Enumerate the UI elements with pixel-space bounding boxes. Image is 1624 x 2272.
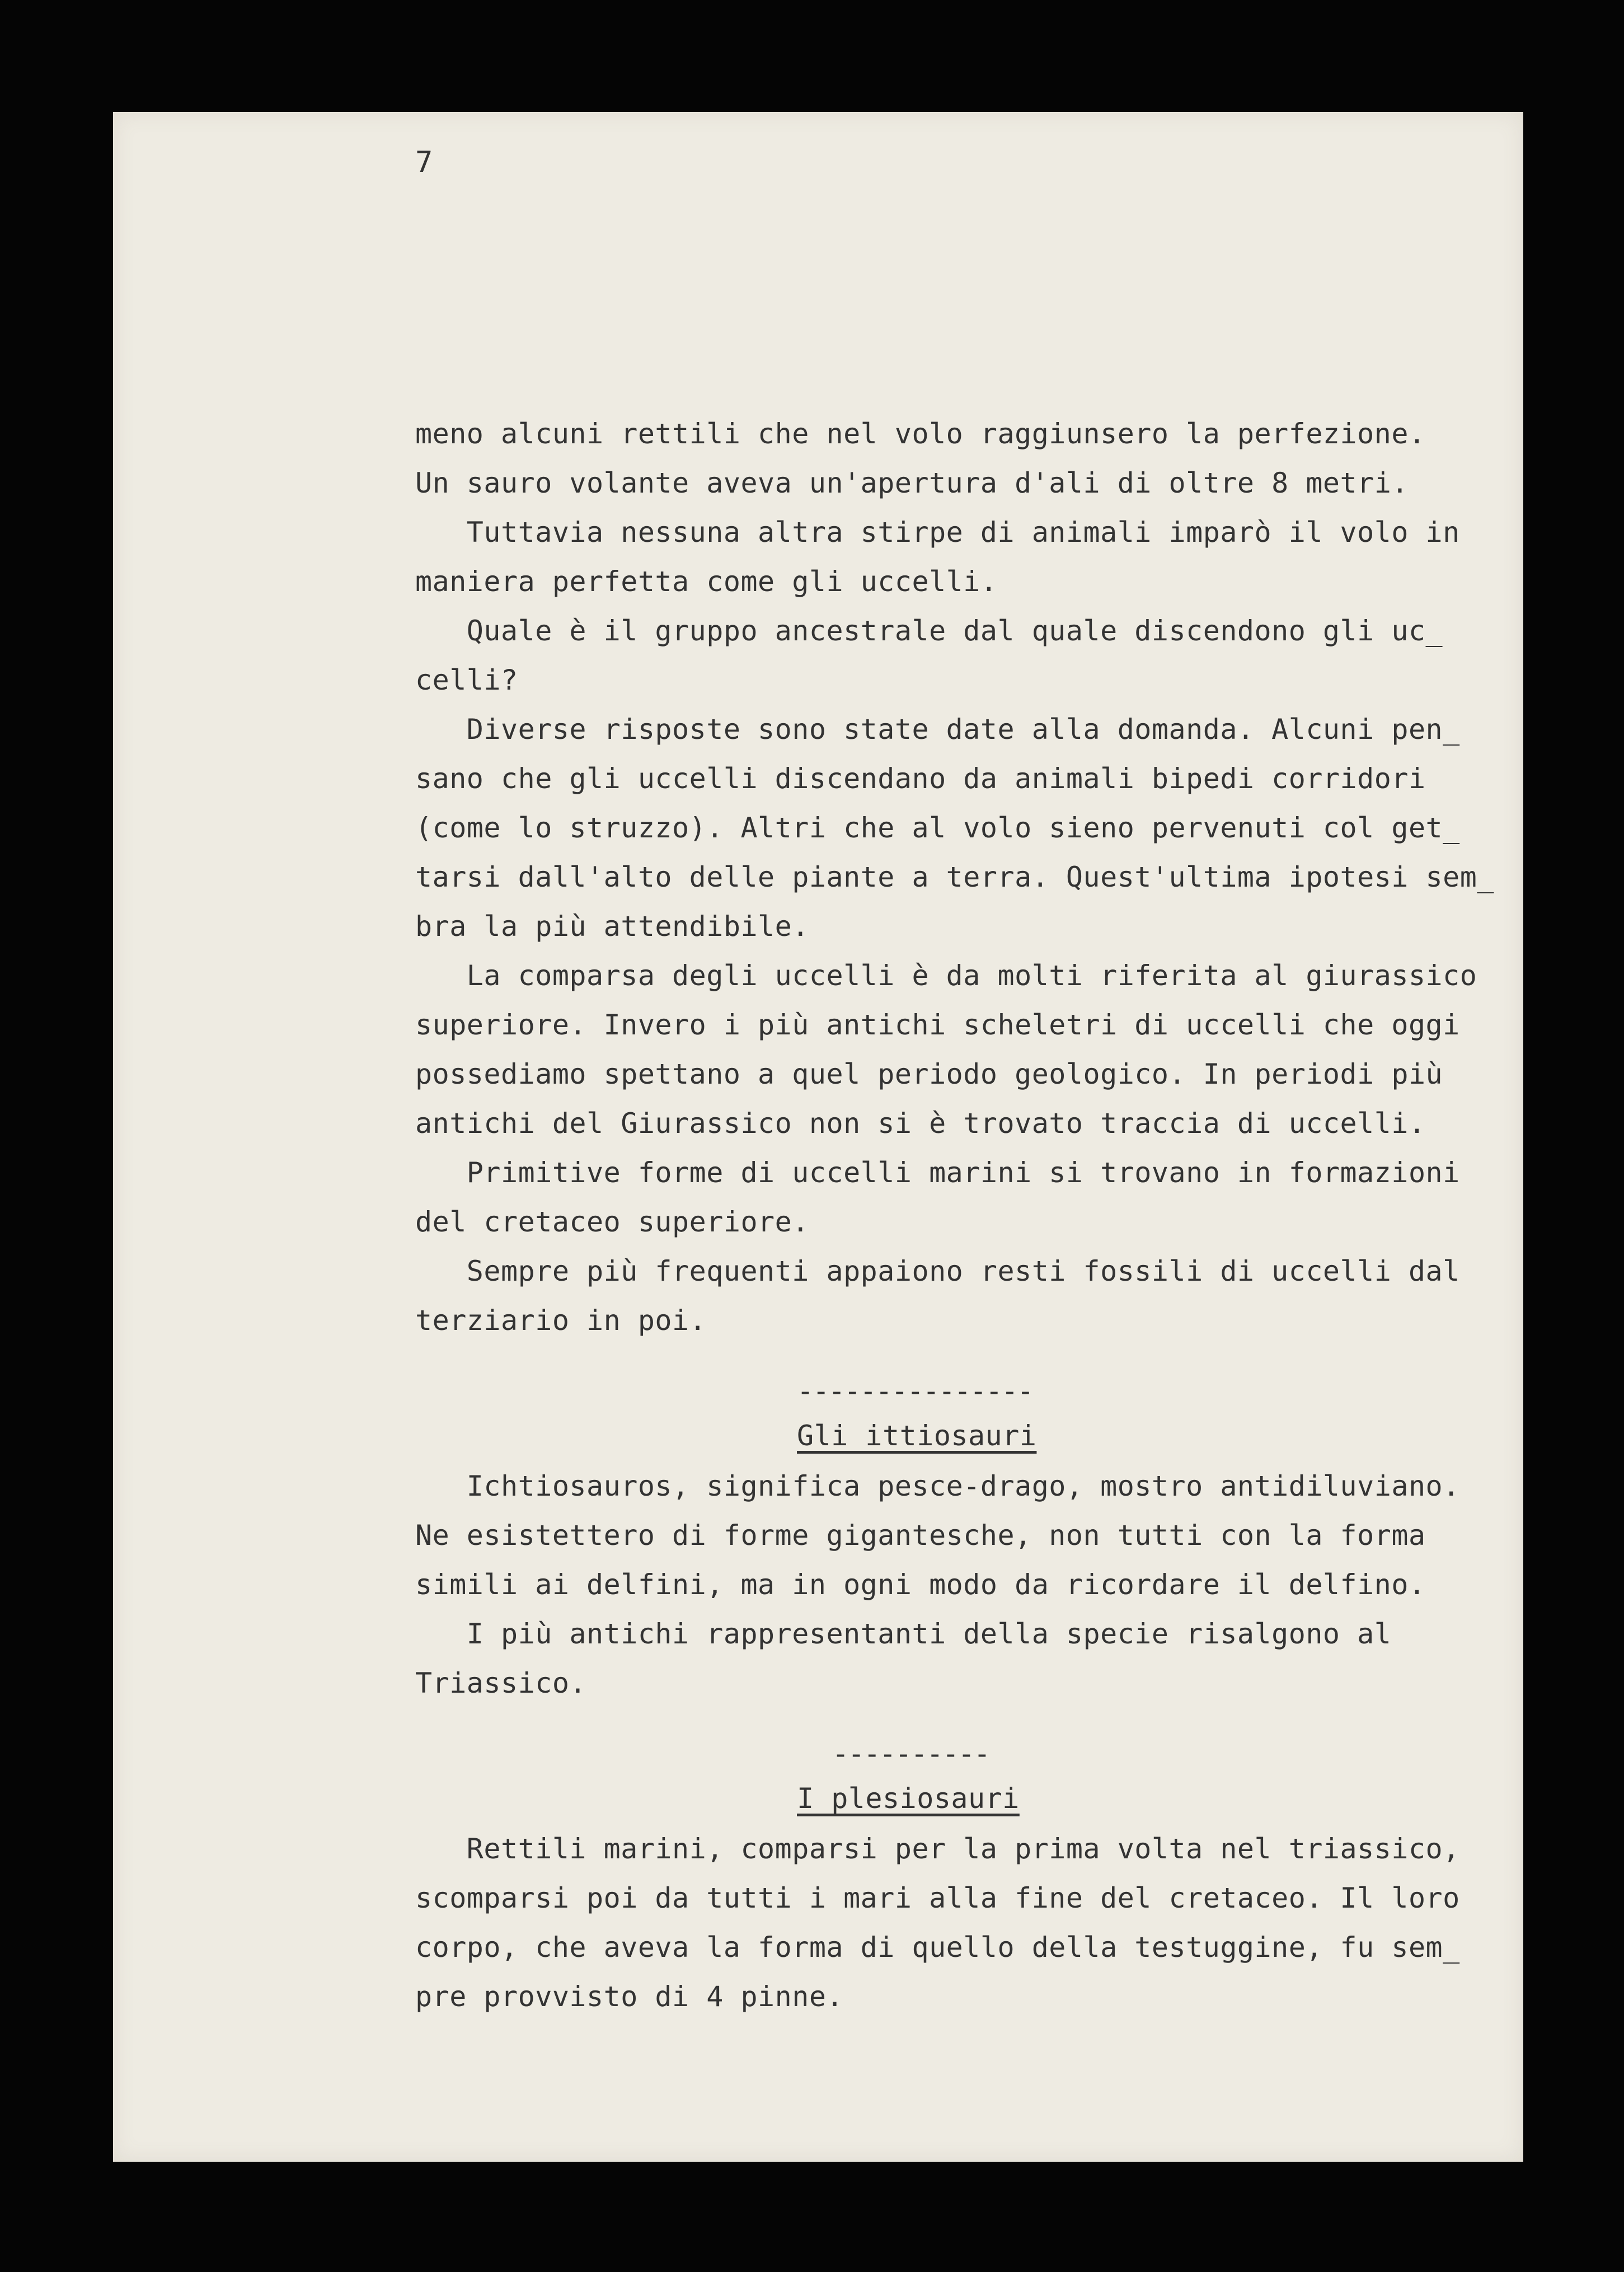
- text-line: maniera perfetta come gli uccelli.: [415, 565, 998, 598]
- section-heading-ittiosauri: Gli ittiosauri: [797, 1420, 1037, 1452]
- text-line: Un sauro volante aveva un'apertura d'ali di oltre 8 metri.: [415, 467, 1409, 499]
- text-line: Sempre più frequenti appaiono resti fossili di uccelli dal: [415, 1255, 1460, 1287]
- text-line: meno alcuni rettili che nel volo raggiunsero la perfezione.: [415, 418, 1426, 450]
- text-line: Ne esistettero di forme gigantesche, non tutti con la forma: [415, 1519, 1426, 1552]
- text-line: sano che gli uccelli discendano da animali bipedi corridori: [415, 762, 1426, 795]
- text-line: corpo, che aveva la forma di quello della testuggine, fu sem_: [415, 1931, 1460, 1964]
- text-line: simili ai delfini, ma in ogni modo da ricordare il delfino.: [415, 1568, 1426, 1601]
- text-line: tarsi dall'alto delle piante a terra. Quest'ultima ipotesi sem_: [415, 861, 1494, 893]
- text-line: Primitive forme di uccelli marini si trovano in formazioni: [415, 1156, 1460, 1189]
- text-line: bra la più attendibile.: [415, 910, 809, 943]
- text-line: Tuttavia nessuna altra stirpe di animali imparò il volo in: [415, 516, 1460, 549]
- text-line: Triassico.: [415, 1667, 587, 1699]
- text-line: del cretaceo superiore.: [415, 1206, 809, 1238]
- text-line: scomparsi poi da tutti i mari alla fine del cretaceo. Il loro: [415, 1882, 1460, 1914]
- typewritten-page: [113, 112, 1523, 2162]
- text-line: (come lo struzzo). Altri che al volo sieno pervenuti col get_: [415, 812, 1460, 844]
- section-separator: ----------: [832, 1737, 990, 1770]
- section-separator: ---------------: [797, 1375, 1033, 1407]
- text-line: terziario in poi.: [415, 1304, 707, 1337]
- section-heading-plesiosauri: I plesiosauri: [797, 1782, 1020, 1815]
- text-line: Diverse risposte sono state date alla domanda. Alcuni pen_: [415, 713, 1460, 746]
- text-line: I più antichi rappresentanti della specie risalgono al: [415, 1618, 1392, 1650]
- text-line: Quale è il gruppo ancestrale dal quale discendono gli uc_: [415, 615, 1443, 647]
- page-number: 7: [415, 146, 433, 179]
- text-line: antichi del Giurassico non si è trovato traccia di uccelli.: [415, 1107, 1426, 1140]
- text-line: superiore. Invero i più antichi scheletri di uccelli che oggi: [415, 1009, 1460, 1041]
- page-text: [113, 112, 1523, 2162]
- text-line: Rettili marini, comparsi per la prima volta nel triassico,: [415, 1833, 1460, 1865]
- text-line: Ichtiosauros, significa pesce-drago, mostro antidiluviano.: [415, 1470, 1460, 1502]
- text-line: pre provvisto di 4 pinne.: [415, 1980, 844, 2013]
- text-line: possediamo spettano a quel periodo geologico. In periodi più: [415, 1058, 1443, 1090]
- text-line: La comparsa degli uccelli è da molti riferita al giurassico: [415, 959, 1477, 992]
- text-line: celli?: [415, 664, 518, 696]
